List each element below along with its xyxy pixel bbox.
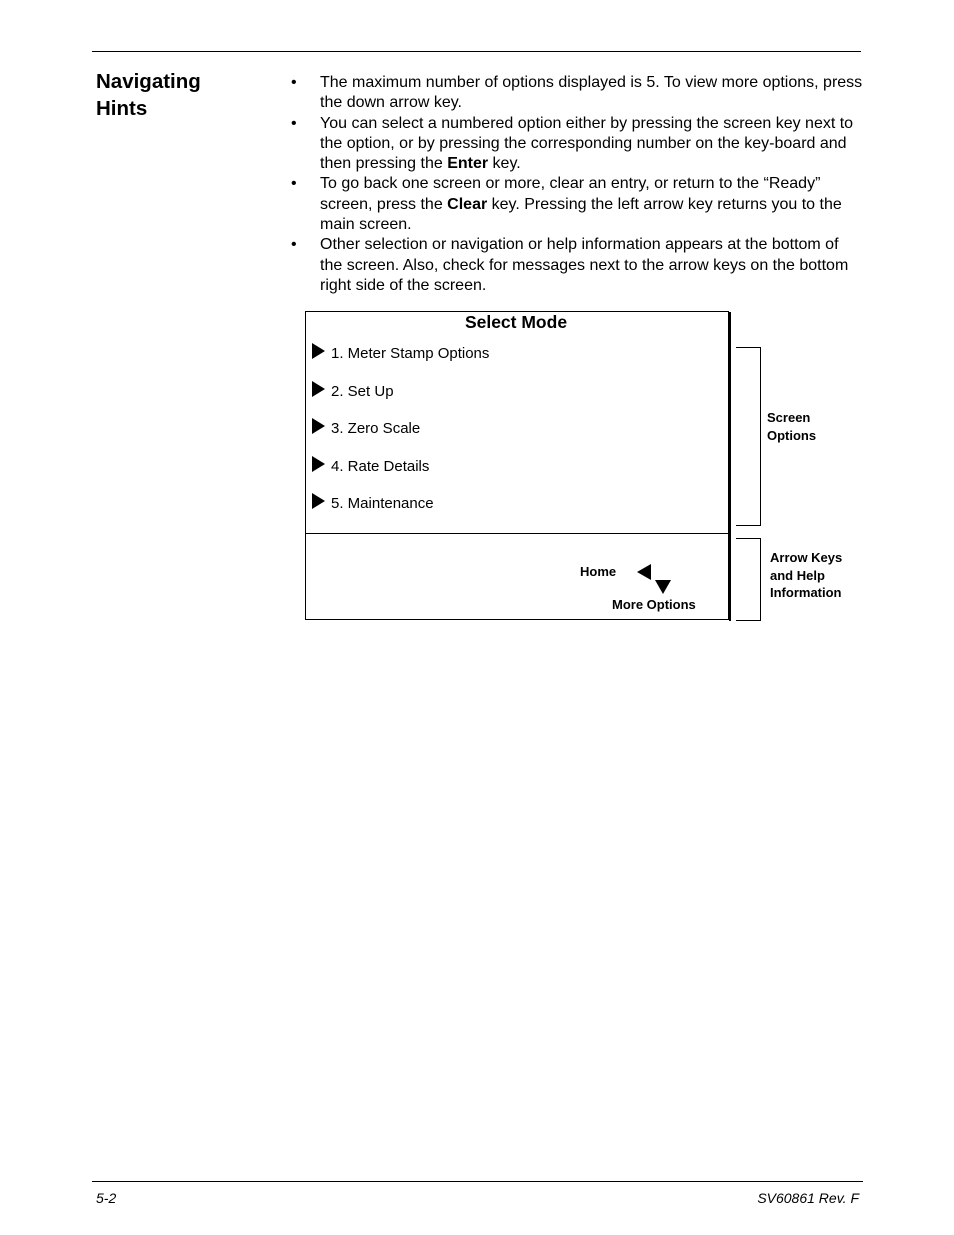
arrow-keys-label: Arrow Keys and Help Information (770, 550, 843, 600)
bullet-marker: • (291, 236, 297, 254)
play-triangle-icon (312, 456, 325, 472)
option-meter-stamp[interactable] (312, 343, 489, 363)
option-label: 4. Rate Details (331, 458, 430, 475)
bullet-marker: • (291, 114, 297, 132)
bullet-marker: • (291, 74, 297, 91)
option-maintenance[interactable] (312, 493, 434, 513)
hint-text: key. (488, 155, 521, 173)
hint-text: key. Pressing the left arrow key returns you to the main screen. (320, 195, 842, 234)
screen-options-label: Screen Options (767, 410, 817, 443)
hints-list (288, 73, 863, 296)
hint-text: The maximum number of options displayed is 5. To view more options, press the down arrow key. (320, 74, 863, 112)
section-title (96, 68, 276, 122)
footer-rule (92, 1181, 863, 1182)
section-title-line2: Hints (96, 97, 148, 120)
screen-options-bracket (736, 347, 761, 526)
option-rate-details[interactable] (312, 456, 429, 476)
screen-illustration (305, 311, 729, 620)
option-zero-scale[interactable] (312, 418, 420, 438)
arrow-keys-bracket (736, 538, 761, 621)
header-rule (92, 51, 861, 52)
option-set-up[interactable] (312, 381, 394, 401)
hint-text: Other selection or navigation or help information appears at the bottom of the screen. Also, check for messages next to the arrow keys on the bottom right side of the screen. (320, 236, 849, 294)
bullet-marker: • (291, 175, 297, 193)
hint-item (288, 174, 863, 235)
play-triangle-icon (312, 381, 325, 397)
play-triangle-icon (312, 418, 325, 434)
clear-key-term: Clear (447, 195, 488, 213)
screen-shadow (729, 312, 731, 621)
more-options-label: More Options (612, 597, 696, 612)
hint-item (288, 114, 863, 175)
down-arrow-icon[interactable] (655, 580, 671, 594)
hint-item (288, 73, 863, 114)
play-triangle-icon (312, 343, 325, 359)
document-id: SV60861 Rev. F (757, 1190, 859, 1206)
play-triangle-icon (312, 493, 325, 509)
home-label: Home (580, 564, 617, 579)
section-title-line1: Navigating (96, 70, 201, 93)
hint-text: To go back one screen or more, clear an entry, or return to the “Ready” screen, press the (320, 175, 821, 213)
screen-divider (306, 533, 728, 534)
page-number: 5-2 (96, 1190, 117, 1206)
left-arrow-icon[interactable] (637, 564, 651, 580)
hint-item (288, 235, 863, 296)
hint-text: You can select a numbered option either by pressing the screen key next to the option, or by pressing the corresponding number on the key-board and then pressing the (320, 114, 854, 173)
option-label: 1. Meter Stamp Options (331, 345, 490, 362)
enter-key-term: Enter (447, 155, 489, 173)
screen-title: Select Mode (464, 312, 568, 332)
option-label: 3. Zero Scale (331, 420, 421, 437)
option-label: 2. Set Up (331, 383, 394, 400)
option-label: 5. Maintenance (331, 495, 434, 512)
